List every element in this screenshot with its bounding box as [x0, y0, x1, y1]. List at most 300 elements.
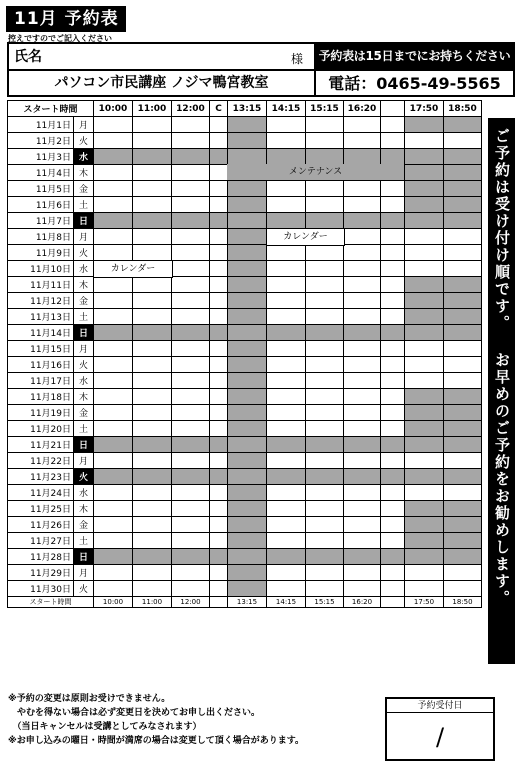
- slot-cell[interactable]: [405, 229, 444, 245]
- slot-cell[interactable]: [344, 533, 381, 549]
- slot-cell: [444, 213, 482, 229]
- slot-cell[interactable]: [405, 581, 444, 597]
- slot-cell[interactable]: [267, 421, 306, 437]
- slot-cell[interactable]: [94, 341, 133, 357]
- slot-cell[interactable]: [94, 421, 133, 437]
- date-cell: 11月27日: [8, 533, 74, 549]
- date-cell: 11月6日: [8, 197, 74, 213]
- slot-cell[interactable]: [94, 517, 133, 533]
- slot-cell[interactable]: [306, 181, 344, 197]
- slot-cell[interactable]: [306, 357, 344, 373]
- slot-cell[interactable]: [444, 229, 482, 245]
- date-cell: 11月15日: [8, 341, 74, 357]
- time-footer: [210, 597, 228, 608]
- time-footer: 11:00: [133, 597, 172, 608]
- date-cell: 11月26日: [8, 517, 74, 533]
- slot-cell[interactable]: [133, 565, 172, 581]
- date-cell: 11月7日: [8, 213, 74, 229]
- slot-cell[interactable]: [444, 245, 482, 261]
- slot-cell[interactable]: [133, 117, 172, 133]
- slot-cell[interactable]: [381, 261, 405, 277]
- slot-cell[interactable]: [94, 373, 133, 389]
- slot-cell[interactable]: [306, 533, 344, 549]
- slot-cell[interactable]: [94, 197, 133, 213]
- slot-cell: [405, 421, 444, 437]
- slot-cell: [405, 197, 444, 213]
- slot-cell[interactable]: [381, 533, 405, 549]
- slot-cell[interactable]: [172, 421, 210, 437]
- slot-cell[interactable]: [210, 197, 228, 213]
- footer-row: [8, 597, 482, 608]
- slot-cell[interactable]: [172, 341, 210, 357]
- slot-cell[interactable]: [210, 501, 228, 517]
- slot-cell[interactable]: [172, 181, 210, 197]
- time-header: C: [210, 101, 228, 117]
- slot-cell[interactable]: [306, 293, 344, 309]
- slot-cell: [344, 213, 381, 229]
- slot-cell[interactable]: [94, 405, 133, 421]
- slot-cell[interactable]: [94, 229, 133, 245]
- notes: [8, 692, 304, 748]
- slot-cell[interactable]: [344, 309, 381, 325]
- weekday-cell: 水: [74, 149, 94, 165]
- slot-cell: [444, 469, 482, 485]
- slot-cell[interactable]: [381, 421, 405, 437]
- slot-cell[interactable]: [306, 501, 344, 517]
- slot-cell[interactable]: [172, 277, 210, 293]
- slot-cell[interactable]: [210, 485, 228, 501]
- slot-cell[interactable]: [94, 357, 133, 373]
- slot-cell[interactable]: [172, 517, 210, 533]
- slot-cell[interactable]: [133, 405, 172, 421]
- slot-cell[interactable]: [267, 565, 306, 581]
- slot-cell[interactable]: [210, 117, 228, 133]
- slot-cell[interactable]: [133, 197, 172, 213]
- slot-cell[interactable]: [306, 197, 344, 213]
- slot-cell[interactable]: [444, 453, 482, 469]
- table-row: [8, 325, 482, 341]
- slot-cell[interactable]: [133, 533, 172, 549]
- slot-cell: [444, 437, 482, 453]
- slot-cell[interactable]: [133, 133, 172, 149]
- slot-cell[interactable]: [94, 117, 133, 133]
- slot-cell[interactable]: [172, 245, 210, 261]
- slot-cell[interactable]: [344, 293, 381, 309]
- slot-cell[interactable]: [210, 181, 228, 197]
- slot-cell[interactable]: [210, 453, 228, 469]
- slot-cell: [228, 357, 267, 373]
- slot-cell[interactable]: [381, 581, 405, 597]
- slot-cell[interactable]: [133, 373, 172, 389]
- slot-cell: [228, 325, 267, 341]
- slot-cell[interactable]: [133, 453, 172, 469]
- slot-cell[interactable]: [172, 261, 210, 277]
- slot-cell[interactable]: [344, 133, 381, 149]
- date-cell: 11月3日: [8, 149, 74, 165]
- slot-cell: [94, 549, 133, 565]
- weekday-cell: 日: [74, 437, 94, 453]
- slot-cell[interactable]: [444, 581, 482, 597]
- date-cell: 11月17日: [8, 373, 74, 389]
- slot-cell[interactable]: [133, 389, 172, 405]
- slot-cell: [228, 389, 267, 405]
- slot-cell[interactable]: [344, 373, 381, 389]
- slot-cell[interactable]: [267, 181, 306, 197]
- slot-cell: [267, 437, 306, 453]
- slot-cell[interactable]: [381, 181, 405, 197]
- slot-cell: [405, 501, 444, 517]
- slot-cell[interactable]: [210, 389, 228, 405]
- slot-cell[interactable]: [381, 389, 405, 405]
- time-header: 14:15: [267, 101, 306, 117]
- slot-cell[interactable]: [172, 373, 210, 389]
- slot-cell[interactable]: [210, 373, 228, 389]
- slot-cell[interactable]: [381, 341, 405, 357]
- table-row: [8, 213, 482, 229]
- slot-cell[interactable]: [405, 133, 444, 149]
- slot-cell[interactable]: [344, 485, 381, 501]
- slot-cell[interactable]: [172, 389, 210, 405]
- slot-cell[interactable]: [94, 293, 133, 309]
- slot-cell[interactable]: [444, 373, 482, 389]
- slot-cell[interactable]: [267, 533, 306, 549]
- slot-cell[interactable]: [306, 421, 344, 437]
- slot-cell[interactable]: [306, 117, 344, 133]
- date-cell: 11月12日: [8, 293, 74, 309]
- slot-cell[interactable]: [267, 341, 306, 357]
- slot-cell[interactable]: [306, 245, 344, 261]
- honorific: 様: [291, 52, 304, 66]
- slot-cell[interactable]: [306, 277, 344, 293]
- slot-cell[interactable]: [210, 421, 228, 437]
- slot-cell[interactable]: [210, 517, 228, 533]
- weekday-cell: 金: [74, 517, 94, 533]
- slot-cell[interactable]: [133, 181, 172, 197]
- slot-cell[interactable]: [405, 341, 444, 357]
- date-cell: 11月21日: [8, 437, 74, 453]
- slot-cell[interactable]: [267, 293, 306, 309]
- slot-cell: [228, 437, 267, 453]
- slot-cell[interactable]: [344, 389, 381, 405]
- slot-cell[interactable]: [381, 245, 405, 261]
- slot-cell[interactable]: [381, 485, 405, 501]
- slot-cell[interactable]: [133, 341, 172, 357]
- slot-cell[interactable]: [344, 277, 381, 293]
- slot-cell[interactable]: [344, 453, 381, 469]
- date-cell: 11月8日: [8, 229, 74, 245]
- slot-cell[interactable]: [172, 229, 210, 245]
- slot-cell[interactable]: [94, 453, 133, 469]
- slot-cell[interactable]: [381, 293, 405, 309]
- slot-cell[interactable]: [210, 565, 228, 581]
- slot-cell[interactable]: [344, 517, 381, 533]
- slot-cell[interactable]: [133, 357, 172, 373]
- slot-cell[interactable]: [344, 501, 381, 517]
- slot-cell[interactable]: [172, 165, 210, 181]
- slot-cell[interactable]: [267, 245, 306, 261]
- slot-cell[interactable]: [94, 533, 133, 549]
- slot-cell[interactable]: [210, 245, 228, 261]
- slot-cell[interactable]: [210, 229, 228, 245]
- slot-cell[interactable]: [133, 293, 172, 309]
- note-line: ※予約の変更は原則お受けできません。: [8, 694, 171, 704]
- slot-cell[interactable]: [210, 277, 228, 293]
- slot-cell[interactable]: [381, 133, 405, 149]
- slot-cell[interactable]: [405, 453, 444, 469]
- slot-cell[interactable]: [267, 485, 306, 501]
- slot-cell[interactable]: [444, 341, 482, 357]
- slot-cell[interactable]: [133, 165, 172, 181]
- slot-cell: [444, 165, 482, 181]
- slot-cell[interactable]: [133, 485, 172, 501]
- slot-cell[interactable]: [267, 405, 306, 421]
- slot-cell[interactable]: [306, 341, 344, 357]
- table-row: [8, 117, 482, 133]
- slot-cell[interactable]: [172, 197, 210, 213]
- slot-cell[interactable]: [344, 565, 381, 581]
- maintenance-band: メンテナンス: [227, 164, 404, 180]
- slot-cell: [405, 181, 444, 197]
- slot-cell[interactable]: [172, 533, 210, 549]
- slot-cell[interactable]: [172, 309, 210, 325]
- slot-cell[interactable]: [381, 565, 405, 581]
- slot-cell: [210, 437, 228, 453]
- slot-cell[interactable]: [210, 341, 228, 357]
- slot-cell[interactable]: [172, 133, 210, 149]
- slot-cell[interactable]: [381, 405, 405, 421]
- slot-cell[interactable]: [405, 357, 444, 373]
- slot-cell[interactable]: [306, 453, 344, 469]
- date-cell: 11月2日: [8, 133, 74, 149]
- slot-cell[interactable]: [133, 229, 172, 245]
- slot-cell[interactable]: [94, 309, 133, 325]
- slot-cell[interactable]: [381, 229, 405, 245]
- slot-cell: [133, 549, 172, 565]
- slot-cell[interactable]: [210, 261, 228, 277]
- slot-cell[interactable]: [381, 277, 405, 293]
- school-name: パソコン市民講座 ノジマ鴨宮教室: [54, 75, 269, 91]
- slot-cell[interactable]: [444, 565, 482, 581]
- slot-cell[interactable]: [344, 405, 381, 421]
- slot-cell[interactable]: [306, 405, 344, 421]
- slot-cell[interactable]: [210, 533, 228, 549]
- slot-cell[interactable]: [267, 373, 306, 389]
- slot-cell[interactable]: [405, 245, 444, 261]
- slot-cell[interactable]: [172, 501, 210, 517]
- slot-cell[interactable]: [405, 373, 444, 389]
- slot-cell[interactable]: [210, 581, 228, 597]
- slot-cell[interactable]: [344, 229, 381, 245]
- slot-cell[interactable]: [94, 181, 133, 197]
- note-line: ※お申し込みの曜日・時間が満席の場合は変更して頂く場合があります。: [8, 736, 305, 746]
- table-row: [8, 229, 482, 245]
- slot-cell: [210, 149, 228, 165]
- note-line: やむを得ない場合は必ず変更日を決めてお申し出ください。: [8, 708, 261, 718]
- slot-cell[interactable]: [94, 501, 133, 517]
- slot-cell[interactable]: [306, 485, 344, 501]
- slot-cell[interactable]: [267, 357, 306, 373]
- slot-cell[interactable]: [444, 133, 482, 149]
- slot-cell[interactable]: [306, 309, 344, 325]
- slot-cell: [228, 453, 267, 469]
- time-header: [381, 101, 405, 117]
- slot-cell[interactable]: [381, 309, 405, 325]
- slot-cell: [94, 213, 133, 229]
- slot-cell[interactable]: [444, 485, 482, 501]
- slot-cell: [228, 245, 267, 261]
- slot-cell[interactable]: [172, 357, 210, 373]
- slot-cell[interactable]: [172, 485, 210, 501]
- time-footer: [381, 597, 405, 608]
- weekday-cell: 火: [74, 133, 94, 149]
- slot-cell[interactable]: [344, 341, 381, 357]
- slot-cell[interactable]: [381, 501, 405, 517]
- slot-cell[interactable]: [344, 261, 381, 277]
- slot-cell[interactable]: [210, 165, 228, 181]
- date-cell: 11月16日: [8, 357, 74, 373]
- slot-cell[interactable]: [405, 261, 444, 277]
- slot-cell: [228, 293, 267, 309]
- slot-cell[interactable]: [267, 261, 306, 277]
- slot-cell[interactable]: [94, 389, 133, 405]
- slot-cell[interactable]: [381, 517, 405, 533]
- slot-cell: [405, 325, 444, 341]
- slot-cell[interactable]: [133, 421, 172, 437]
- slot-cell[interactable]: [210, 133, 228, 149]
- slot-cell: [228, 373, 267, 389]
- slot-cell: [228, 309, 267, 325]
- slot-cell[interactable]: [210, 357, 228, 373]
- slot-cell: [228, 341, 267, 357]
- slot-cell[interactable]: [267, 581, 306, 597]
- slot-cell[interactable]: [306, 565, 344, 581]
- slot-cell[interactable]: [94, 245, 133, 261]
- slot-cell: [172, 325, 210, 341]
- slot-cell[interactable]: [381, 197, 405, 213]
- slot-cell[interactable]: [306, 261, 344, 277]
- slot-cell[interactable]: [172, 293, 210, 309]
- time-footer: 13:15: [228, 597, 267, 608]
- slot-cell: [172, 213, 210, 229]
- slot-cell[interactable]: [344, 181, 381, 197]
- slot-cell[interactable]: [172, 565, 210, 581]
- slot-cell[interactable]: [306, 133, 344, 149]
- slot-cell[interactable]: [133, 309, 172, 325]
- slot-cell: [210, 549, 228, 565]
- slot-cell[interactable]: [444, 261, 482, 277]
- slot-cell[interactable]: [133, 245, 172, 261]
- slot-cell[interactable]: [94, 565, 133, 581]
- slot-cell[interactable]: [381, 357, 405, 373]
- slot-cell[interactable]: [94, 133, 133, 149]
- slot-cell[interactable]: [405, 565, 444, 581]
- slot-cell[interactable]: [381, 117, 405, 133]
- slot-cell[interactable]: [306, 517, 344, 533]
- slot-cell[interactable]: [172, 453, 210, 469]
- slot-cell: [228, 533, 267, 549]
- slot-cell[interactable]: [444, 357, 482, 373]
- weekday-cell: 火: [74, 357, 94, 373]
- weekday-cell: 金: [74, 181, 94, 197]
- slot-cell[interactable]: [172, 117, 210, 133]
- table-row: [8, 549, 482, 565]
- slot-cell[interactable]: [172, 581, 210, 597]
- slot-cell[interactable]: [267, 501, 306, 517]
- slot-cell: [405, 469, 444, 485]
- date-cell: 11月1日: [8, 117, 74, 133]
- header-row: [8, 101, 482, 117]
- weekday-cell: 土: [74, 309, 94, 325]
- slot-cell[interactable]: [381, 373, 405, 389]
- slot-cell: [444, 325, 482, 341]
- slot-cell[interactable]: [133, 581, 172, 597]
- weekday-cell: 日: [74, 213, 94, 229]
- slot-cell[interactable]: [172, 405, 210, 421]
- table-row: [8, 501, 482, 517]
- weekday-cell: 月: [74, 341, 94, 357]
- table-row: [8, 453, 482, 469]
- note-line: （当日キャンセルは受講としてみなされます）: [8, 722, 202, 732]
- slot-cell[interactable]: [267, 309, 306, 325]
- slot-cell[interactable]: [344, 245, 381, 261]
- slot-cell[interactable]: [306, 389, 344, 405]
- slot-cell[interactable]: [405, 485, 444, 501]
- slot-cell[interactable]: [306, 373, 344, 389]
- slot-cell[interactable]: [133, 501, 172, 517]
- slot-cell[interactable]: [94, 581, 133, 597]
- slot-cell[interactable]: [210, 405, 228, 421]
- slot-cell[interactable]: [267, 117, 306, 133]
- slot-cell[interactable]: [344, 581, 381, 597]
- calendar-band: カレンダー: [266, 228, 345, 246]
- slot-cell: [444, 293, 482, 309]
- slot-cell[interactable]: [267, 133, 306, 149]
- slot-cell[interactable]: [344, 197, 381, 213]
- slot-cell[interactable]: [267, 277, 306, 293]
- slot-cell: [94, 325, 133, 341]
- table-row: [8, 437, 482, 453]
- slot-cell: [381, 325, 405, 341]
- slot-cell: [444, 181, 482, 197]
- slot-cell[interactable]: [344, 421, 381, 437]
- slot-cell[interactable]: [344, 117, 381, 133]
- date-cell: 11月29日: [8, 565, 74, 581]
- slot-cell: [405, 117, 444, 133]
- slot-cell[interactable]: [267, 517, 306, 533]
- time-footer: 18:50: [444, 597, 482, 608]
- slot-cell[interactable]: [133, 517, 172, 533]
- time-footer: 15:15: [306, 597, 344, 608]
- slot-cell[interactable]: [133, 277, 172, 293]
- slot-cell[interactable]: [94, 165, 133, 181]
- slot-cell[interactable]: [94, 277, 133, 293]
- slot-cell[interactable]: [267, 453, 306, 469]
- slot-cell[interactable]: [210, 309, 228, 325]
- slot-cell[interactable]: [381, 453, 405, 469]
- slot-cell[interactable]: [267, 197, 306, 213]
- slot-cell[interactable]: [344, 357, 381, 373]
- weekday-cell: 土: [74, 197, 94, 213]
- reception-date-value[interactable]: /: [435, 723, 445, 751]
- slot-cell[interactable]: [306, 581, 344, 597]
- weekday-cell: 土: [74, 421, 94, 437]
- slot-cell: [344, 549, 381, 565]
- weekday-cell: 水: [74, 485, 94, 501]
- slot-cell: [381, 437, 405, 453]
- slot-cell[interactable]: [210, 293, 228, 309]
- slot-cell[interactable]: [94, 485, 133, 501]
- slot-cell[interactable]: [267, 389, 306, 405]
